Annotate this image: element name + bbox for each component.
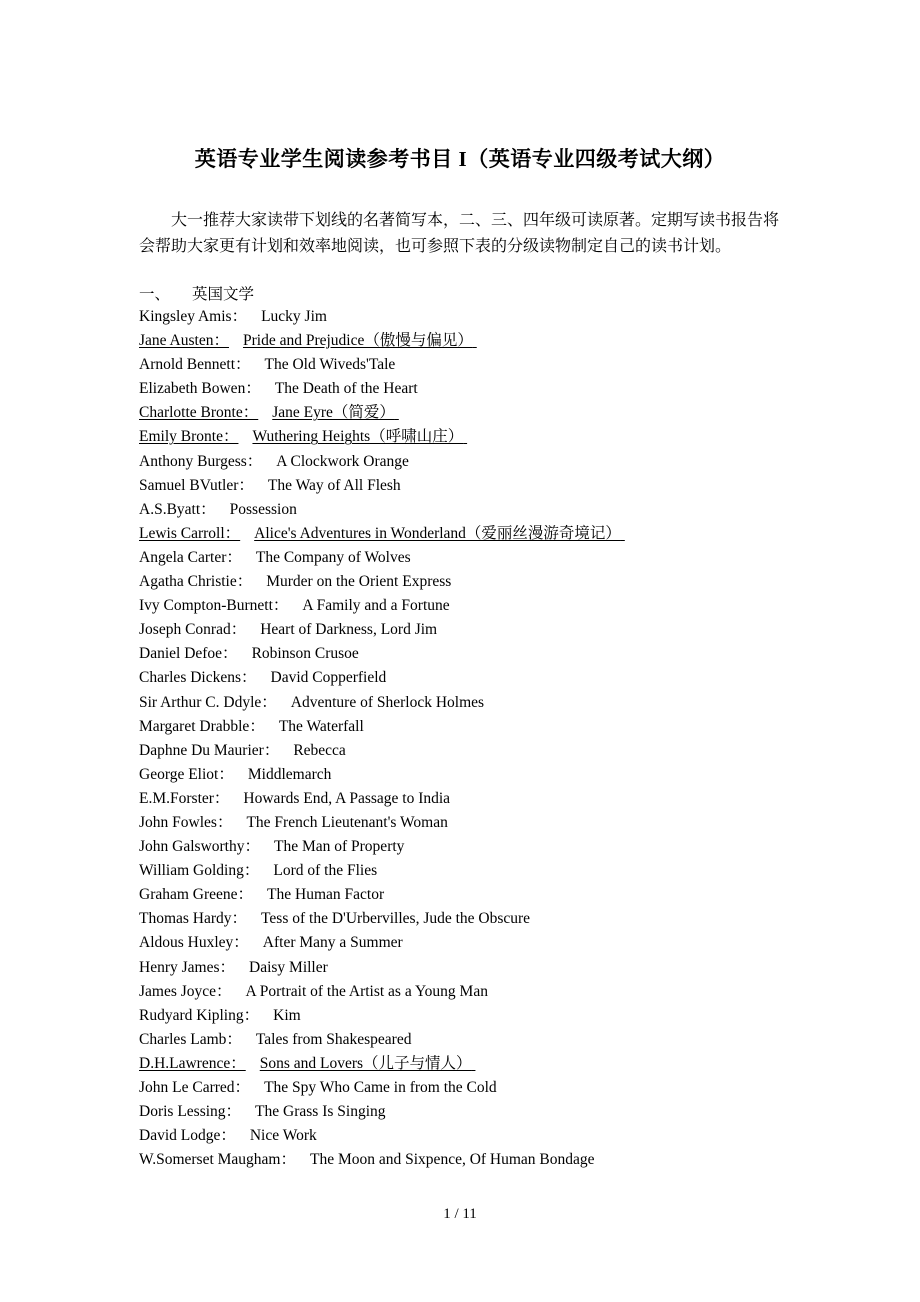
book-entry (139, 354, 625, 378)
book-entry (139, 330, 625, 354)
book-entry (139, 1149, 625, 1173)
book-author: Kingsley Amis： (139, 308, 248, 325)
book-entry (139, 547, 625, 571)
document-title: 英语专业学生阅读参考书目 I（英语专业四级考试大纲） (194, 147, 726, 171)
book-title: The Way of All Flesh (267, 476, 401, 494)
book-title: Lord of the Flies (273, 862, 378, 880)
book-author: Charles Lamb： (139, 1030, 242, 1048)
book-title: Robinson Crusoe (251, 645, 359, 663)
book-title: The Company of Wolves (255, 548, 411, 566)
page-number: 1 / 11 (443, 1206, 477, 1222)
book-author: Emily Bronte： (139, 428, 239, 446)
book-entry (139, 860, 625, 884)
book-list (139, 306, 625, 1173)
book-title: Wuthering Heights（呼啸山庄） (252, 428, 464, 446)
book-entry (139, 643, 625, 667)
book-author: D.H.Lawrence： (139, 1054, 246, 1072)
book-title: Adventure of Sherlock Holmes (290, 693, 485, 711)
book-title: After Many a Summer (262, 934, 403, 952)
book-entry (139, 402, 625, 426)
book-entry (139, 884, 625, 908)
book-entry (139, 1029, 625, 1053)
book-author: George Eliot： (139, 765, 234, 783)
book-title: Daisy Miller (249, 958, 328, 976)
book-title: The Grass Is Singing (255, 1103, 386, 1121)
book-entry (139, 764, 625, 788)
book-title: The Man of Property (273, 838, 405, 856)
book-title: Jane Eyre（简爱） (272, 404, 395, 422)
book-title: Nice Work (249, 1127, 317, 1145)
book-author: Arnold Bennett： (139, 356, 251, 374)
intro-paragraph: 大一推荐大家读带下划线的名著简写本，二、三、四年级可读原著。定期写读书报告将会帮助大家更有计划和效率地阅读，也可参照下表的分级读物制定自己的读书计划。 (139, 212, 780, 255)
book-entry (139, 908, 625, 932)
book-entry (139, 306, 625, 330)
book-author: Sir Arthur C. Ddyle： (139, 693, 277, 711)
book-author: Elizabeth Bowen： (139, 380, 261, 398)
book-entry (139, 1005, 625, 1029)
book-entry (139, 499, 625, 523)
book-entry (139, 1077, 625, 1101)
book-author: Rudyard Kipling： (139, 1006, 260, 1024)
book-entry (139, 1053, 625, 1077)
section-number: 一、 (139, 286, 171, 303)
book-author: A.S.Byatt： (139, 500, 216, 518)
book-author: Charlotte Bronte： (139, 404, 259, 422)
book-entry (139, 667, 625, 691)
book-entry (139, 378, 625, 402)
book-author: Ivy Compton-Burnett： (139, 597, 289, 615)
book-entry (139, 812, 625, 836)
book-title: Rebecca (293, 741, 346, 759)
book-author: Daniel Defoe： (139, 645, 238, 663)
book-entry (139, 716, 625, 740)
book-author: Lewis Carroll： (139, 524, 241, 542)
book-title: A Family and a Fortune (302, 597, 450, 615)
book-entry (139, 619, 625, 643)
book-entry (139, 1125, 625, 1149)
book-entry (139, 571, 625, 595)
book-entry (139, 740, 625, 764)
book-author: Samuel BVutler： (139, 476, 254, 494)
book-author: Joseph Conrad： (139, 621, 247, 639)
book-author: Angela Carter： (139, 548, 242, 566)
book-entry (139, 426, 625, 450)
book-title: David Copperfield (270, 669, 387, 687)
book-title: Heart of Darkness, Lord Jim (260, 621, 438, 639)
book-title: The Old Wiveds'Tale (264, 356, 396, 374)
book-author: John Fowles： (139, 813, 233, 831)
section-title: 英国文学 (192, 286, 255, 303)
book-title: The Human Factor (267, 886, 385, 904)
book-author: Daphne Du Maurier： (139, 741, 280, 759)
book-title: Howards End, A Passage to India (243, 789, 451, 807)
book-entry (139, 523, 625, 547)
book-title: Sons and Lovers（儿子与情人） (259, 1054, 472, 1072)
book-author: Anthony Burgess： (139, 452, 263, 470)
book-author: Agatha Christie： (139, 573, 253, 591)
book-author: James Joyce： (139, 982, 232, 1000)
book-title: Pride and Prejudice（傲慢与偏见） (242, 332, 473, 350)
book-author: Charles Dickens： (139, 669, 257, 687)
book-title: Kim (273, 1006, 301, 1024)
book-title: Lucky Jim (261, 308, 327, 325)
book-title: Tess of the D'Urbervilles, Jude the Obscure (261, 910, 531, 928)
book-author: Margaret Drabble： (139, 717, 265, 735)
book-title: A Clockwork Orange (276, 452, 409, 470)
book-title: Alice's Adventures in Wonderland（爱丽丝漫游奇境记） (254, 524, 621, 542)
book-title: A Portrait of the Artist as a Young Man (245, 982, 488, 1000)
book-title: Murder on the Orient Express (266, 573, 452, 591)
book-entry (139, 788, 625, 812)
book-author: Thomas Hardy： (139, 910, 248, 928)
book-entry (139, 957, 625, 981)
book-entry (139, 1101, 625, 1125)
book-entry (139, 692, 625, 716)
book-title: Possession (229, 500, 297, 518)
book-author: Jane Austen： (139, 332, 229, 350)
book-author: John Galsworthy： (139, 838, 260, 856)
book-author: David Lodge： (139, 1127, 236, 1145)
book-title: The Waterfall (278, 717, 364, 735)
book-author: William Golding： (139, 862, 260, 880)
book-author: Doris Lessing： (139, 1103, 242, 1121)
book-author: Henry James： (139, 958, 235, 976)
book-title: Middlemarch (247, 765, 332, 783)
book-author: E.M.Forster： (139, 789, 230, 807)
book-author: Aldous Huxley： (139, 934, 249, 952)
book-title: The French Lieutenant's Woman (246, 813, 448, 831)
book-entry (139, 451, 625, 475)
book-author: W.Somerset Maugham： (139, 1151, 296, 1169)
book-title: The Moon and Sixpence, Of Human Bondage (310, 1151, 595, 1169)
book-entry (139, 595, 625, 619)
book-title: The Death of the Heart (274, 380, 418, 398)
book-author: John Le Carred： (139, 1079, 251, 1096)
book-entry (139, 475, 625, 499)
book-author: Graham Greene： (139, 886, 254, 904)
section-heading (139, 282, 254, 304)
book-title: Tales from Shakespeared (255, 1030, 412, 1048)
book-title: The Spy Who Came in from the Cold (264, 1079, 497, 1096)
book-entry (139, 836, 625, 860)
book-entry (139, 932, 625, 956)
book-entry (139, 981, 625, 1005)
